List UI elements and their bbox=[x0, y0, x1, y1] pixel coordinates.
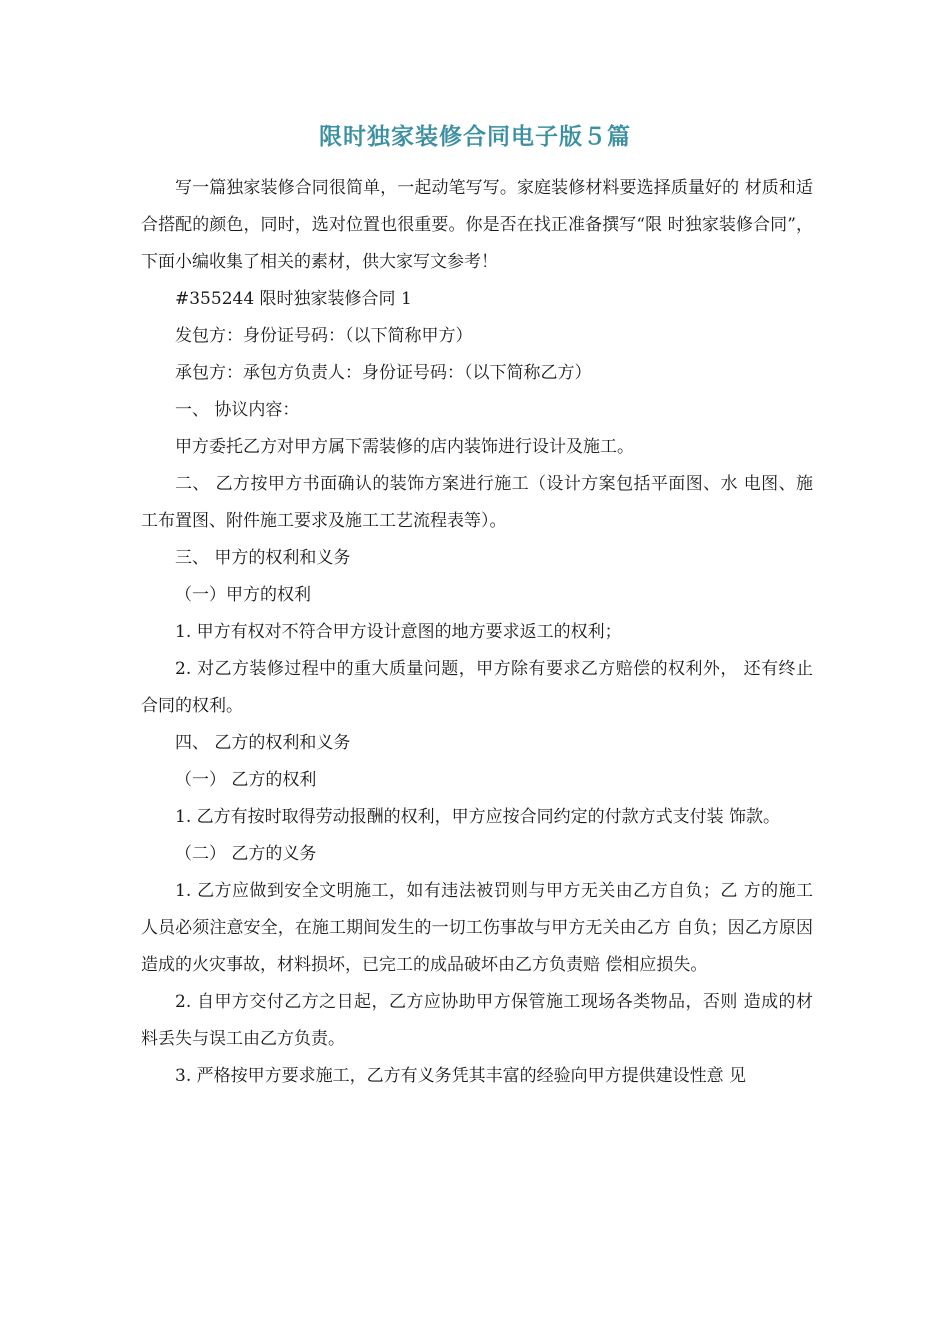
list-item: 1. 甲方有权对不符合甲方设计意图的地方要求返工的权利； bbox=[175, 622, 622, 642]
list-item: 2. 对乙方装修过程中的重大质量问题，甲方除有要求乙方赔偿的权利外， 还有终止合同的权利。 bbox=[141, 659, 813, 716]
paragraph: 二、 乙方按甲方书面确认的装饰方案进行施工（设计方案包括平面图、水 电图、施工布置图、附件施工要求及施工工艺流程表等）。 bbox=[141, 474, 813, 531]
subsection-heading: （一） 乙方的权利 bbox=[175, 770, 317, 790]
section-heading: 一、 协议内容： bbox=[175, 400, 300, 420]
subsection-heading: （二） 乙方的义务 bbox=[175, 844, 317, 864]
party-b-line: 承包方：承包方负责人：身份证号码：（以下简称乙方） bbox=[175, 363, 592, 383]
list-item: 1. 乙方有按时取得劳动报酬的权利，甲方应按合同约定的付款方式支付装 饰款。 bbox=[175, 807, 781, 827]
list-item: 2. 自甲方交付乙方之日起，乙方应协助甲方保管施工现场各类物品，否则 造成的材料丢失与误工由乙方负责。 bbox=[141, 992, 813, 1049]
paragraph: 甲方委托乙方对甲方属下需装修的店内装饰进行设计及施工。 bbox=[175, 437, 634, 457]
section-heading: 三、 甲方的权利和义务 bbox=[175, 548, 351, 568]
intro-paragraph: 写一篇独家装修合同很简单，一起动笔写写。家庭装修材料要选择质量好的 材质和适合搭配的颜色，同时，选对位置也很重要。你是否在找正准备撰写“限 时独家装修合同”，下面小编收集了相关的素材，供大家写文参考！ bbox=[141, 178, 813, 272]
party-a-line: 发包方：身份证号码：（以下简称甲方） bbox=[175, 326, 473, 346]
list-item: 1. 乙方应做到安全文明施工，如有违法被罚则与甲方无关由乙方自负；乙 方的施工人员必须注意安全，在施工期间发生的一切工伤事故与甲方无关由乙方 自负；因乙方原因造成的火灾事故，材料损坏，已完工的成品破坏由乙方负责赔 偿相应损失。 bbox=[141, 881, 813, 975]
document-body bbox=[141, 170, 813, 1095]
subsection-heading: （一）甲方的权利 bbox=[175, 585, 311, 605]
contract-heading: #355244 限时独家装修合同 1 bbox=[175, 289, 412, 309]
list-item: 3. 严格按甲方要求施工，乙方有义务凭其丰富的经验向甲方提供建设性意 见 bbox=[175, 1066, 747, 1086]
section-heading: 四、 乙方的权利和义务 bbox=[175, 733, 351, 753]
document-title: 限时独家装修合同电子版５篇 bbox=[319, 124, 631, 150]
